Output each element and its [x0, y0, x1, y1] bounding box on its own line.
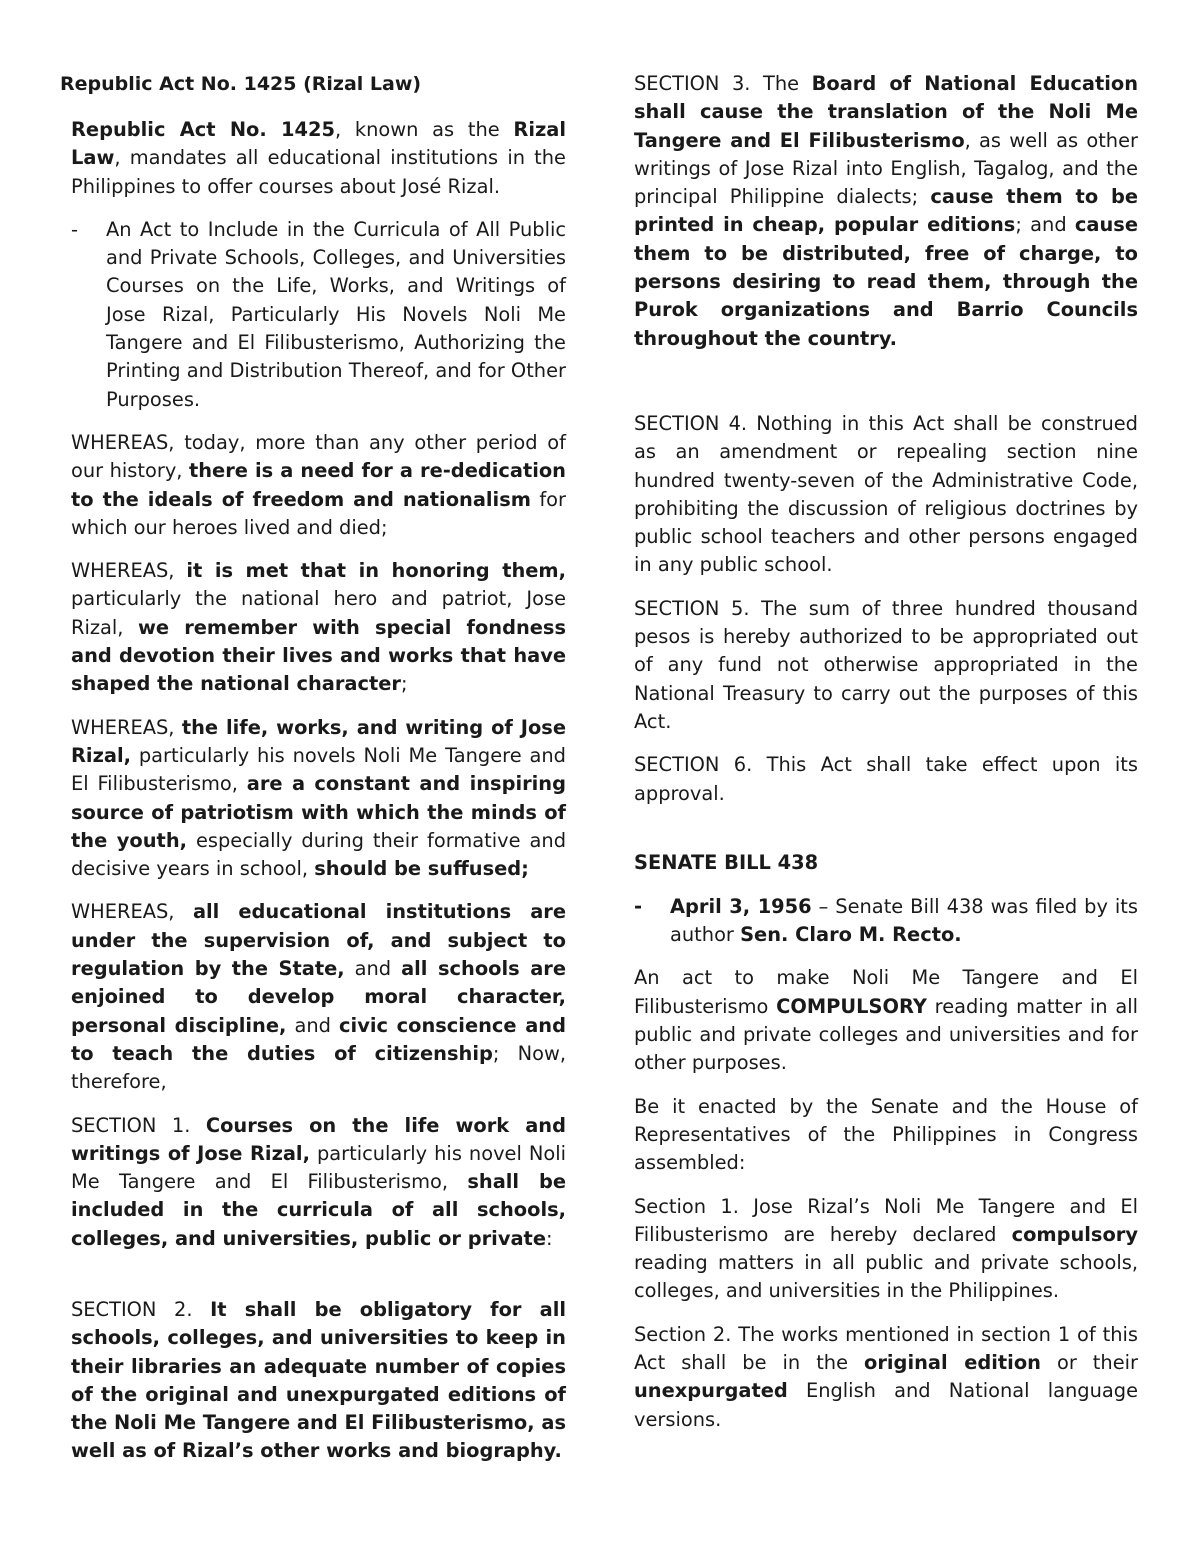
section-3: SECTION 3. The Board of National Education shall cause the translation of the Noli Me Tangere and El Filibusterismo, as well as other writings of Jose Rizal into English, Tagalog, and the principal Philippine dialects; cause them to be printed in cheap, popular editions; and cause them to be distributed, free of charge, to persons desiring to read them, through the Purok organizations and Barrio Councils throughout the country. — [634, 72, 1138, 350]
bill-filing-item: - April 3, 1956 – Senate Bill 438 was filed by its author Sen. Claro M. Recto. — [634, 893, 1138, 950]
section-6: SECTION 6. This Act shall take effect upon its approval. — [634, 753, 1138, 805]
dash-bullet: - — [634, 894, 643, 918]
section-1: SECTION 1. Courses on the life work and writings of Jose Rizal, particularly his novel Noli Me Tangere and El Filibusterismo, shall be included in the curricula of all schools, colleges, and universities, public or private: — [71, 1113, 566, 1250]
bill-section-1: Section 1. Jose Rizal’s Noli Me Tangere and El Filibusterismo are hereby declared compulsory reading matters in all public and private schools, colleges, and universities in the Philippines. — [634, 1194, 1138, 1303]
document-title: Republic Act No. 1425 (Rizal Law) — [60, 73, 422, 95]
left-column — [60, 70, 566, 1481]
bill-act-description: An act to make Noli Me Tangere and El Filibusterismo COMPULSORY reading matter in all public and private colleges and universities and for other purposes. — [634, 966, 1138, 1075]
dash-bullet: - — [71, 217, 78, 241]
section-2: SECTION 2. It shall be obligatory for all schools, colleges, and universities to keep in their libraries an adequate number of copies of the original and unexpurgated editions of the Noli Me Tangere and El Filibusterismo, as well as of Rizal’s other works and biography. — [71, 1297, 566, 1463]
act-title-text: An Act to Include in the Curricula of All Public and Private Schools, Colleges, and Universities Courses on the Life, Works, and Writings of Jose Rizal, Particularly His Novels Noli Me Tangere and El Filibusterismo, Authorizing the Printing and Distribution Thereof, and for Other Purposes. — [106, 217, 566, 411]
whereas-3: WHEREAS, the life, works, and writing of Jose Rizal, particularly his novels Noli Me Tangere and El Filibusterismo, are a constant and inspiring source of patriotism with which the minds of the youth, especially during their formative and decisive years in school, should be suffused; — [71, 715, 566, 881]
act-number: Republic Act No. 1425 — [71, 118, 336, 141]
act-title-item — [60, 216, 566, 414]
section-4: SECTION 4. Nothing in this Act shall be construed as an amendment or repealing section nine hundred twenty-seven of the Administrative Code, prohibiting the discussion of religious doctrines by public school teachers and other persons engaged in any public school. — [634, 411, 1138, 577]
bill-author: Sen. Claro M. Recto. — [740, 923, 962, 947]
enacting-clause: Be it enacted by the Senate and the House of Representatives of the Philippines in Congress assembled: — [634, 1094, 1138, 1175]
section-5: SECTION 5. The sum of three hundred thousand pesos is hereby authorized to be appropriated out of any fund not otherwise appropriated in the National Treasury to carry out the purposes of this Act. — [634, 596, 1138, 733]
rizal-law-term: Rizal Law — [71, 118, 566, 170]
bill-section-2: Section 2. The works mentioned in section 1 of this Act shall be in the original edition or their unexpurgated English and National language versions. — [634, 1322, 1138, 1431]
whereas-1: WHEREAS, today, more than any other period of our history, there is a need for a re-dedication to the ideals of freedom and nationalism for which our heroes lived and died; — [71, 430, 567, 539]
whereas-4: WHEREAS, all educational institutions are under the supervision of, and subject to regulation by the State, and all schools are enjoined to develop moral character, personal discipline, and civic conscience and to teach the duties of citizenship; Now, therefore, — [71, 900, 566, 1094]
right-column — [634, 70, 1138, 1449]
whereas-2: WHEREAS, it is met that in honoring them, particularly the national hero and patriot, Jose Rizal, we remember with special fondness and devotion their lives and works that have shaped the national character; — [71, 559, 567, 696]
senate-bill-heading: SENATE BILL 438 — [634, 850, 819, 874]
filing-date: April 3, 1956 — [670, 894, 812, 918]
intro-paragraph: Republic Act No. 1425, known as the Rizal Law, mandates all educational institutions in the Philippines to offer courses about José Rizal. — [71, 118, 566, 198]
